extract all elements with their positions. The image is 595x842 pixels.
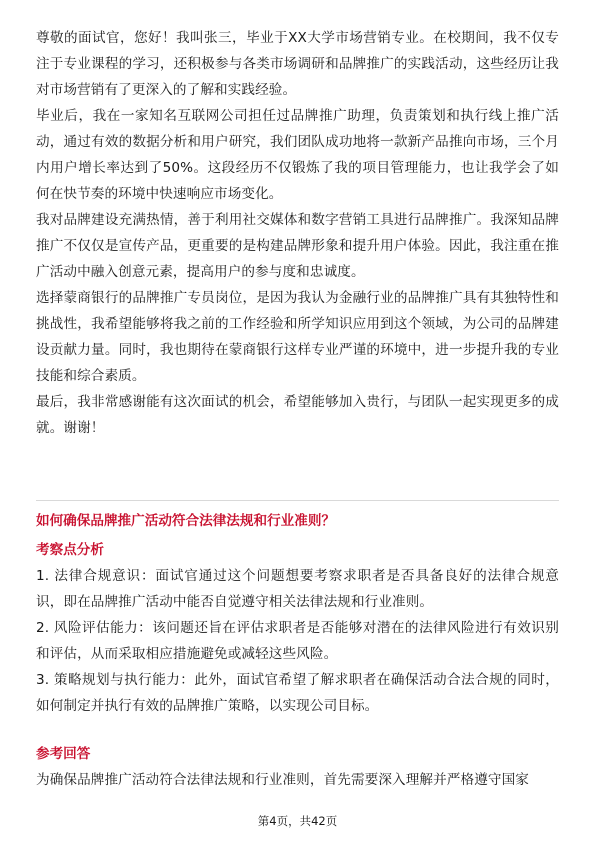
intro-paragraph-5: 最后，我非常感谢能有这次面试的机会，希望能够加入贵行，与团队一起实现更多的成就。谢谢！ xyxy=(36,394,559,436)
analysis-item-2: 2. 风险评估能力：该问题还旨在评估求职者是否能够对潜在的法律风险进行有效识别和评估，从而采取相应措施避免或减轻这些风险。 xyxy=(36,620,559,662)
document-body xyxy=(36,0,559,441)
interview-question: 如何确保品牌推广活动符合法律法规和行业准则？ xyxy=(36,513,336,529)
section-divider xyxy=(36,500,559,501)
intro-paragraph-3: 我对品牌建设充满热情，善于利用社交媒体和数字营销工具进行品牌推广。我深知品牌推广不仅仅是宣传产品，更重要的是构建品牌形象和提升用户体验。因此，我注重在推广活动中融入创意元素，提高用户的参与度和忠诚度。 xyxy=(36,212,559,280)
analysis-heading: 考察点分析 xyxy=(36,542,104,558)
intro-paragraph-2: 毕业后，我在一家知名互联网公司担任过品牌推广助理，负责策划和执行线上推广活动，通过有效的数据分析和用户研究，我们团队成功地将一款新产品推向市场，三个月内用户增长率达到了50%。这段经历不仅锻炼了我的项目管理能力，也让我学会了如何在快节奏的环境中快速响应市场变化。 xyxy=(36,108,559,202)
self-introduction xyxy=(36,0,559,441)
analysis-section xyxy=(36,537,559,719)
answer-section xyxy=(36,741,559,793)
analysis-item-1: 1. 法律合规意识：面试官通过这个问题想要考察求职者是否具备良好的法律合规意识，即在品牌推广活动中能否自觉遵守相关法律法规和行业准则。 xyxy=(36,568,559,610)
intro-paragraph-1: 尊敬的面试官，您好！我叫张三，毕业于XX大学市场营销专业。在校期间，我不仅专注于专业课程的学习，还积极参与各类市场调研和品牌推广的实践活动，这些经历让我对市场营销有了更深入的了解和实践经验。 xyxy=(36,30,559,98)
page-footer: 第4页，共42页 xyxy=(257,814,338,828)
answer-heading: 参考回答 xyxy=(36,746,91,762)
analysis-item-3: 3. 策略规划与执行能力：此外，面试官希望了解求职者在确保活动合法合规的同时，如何制定并执行有效的品牌推广策略，以实现公司目标。 xyxy=(36,672,559,714)
intro-paragraph-4: 选择蒙商银行的品牌推广专员岗位，是因为我认为金融行业的品牌推广具有其独特性和挑战性，我希望能够将我之前的工作经验和所学知识应用到这个领域，为公司的品牌建设贡献力量。同时，我也期待在蒙商银行这样专业严谨的环境中，进一步提升我的专业技能和综合素质。 xyxy=(36,290,559,384)
answer-text: 为确保品牌推广活动符合法律法规和行业准则，首先需要深入理解并严格遵守国家 xyxy=(36,772,529,788)
